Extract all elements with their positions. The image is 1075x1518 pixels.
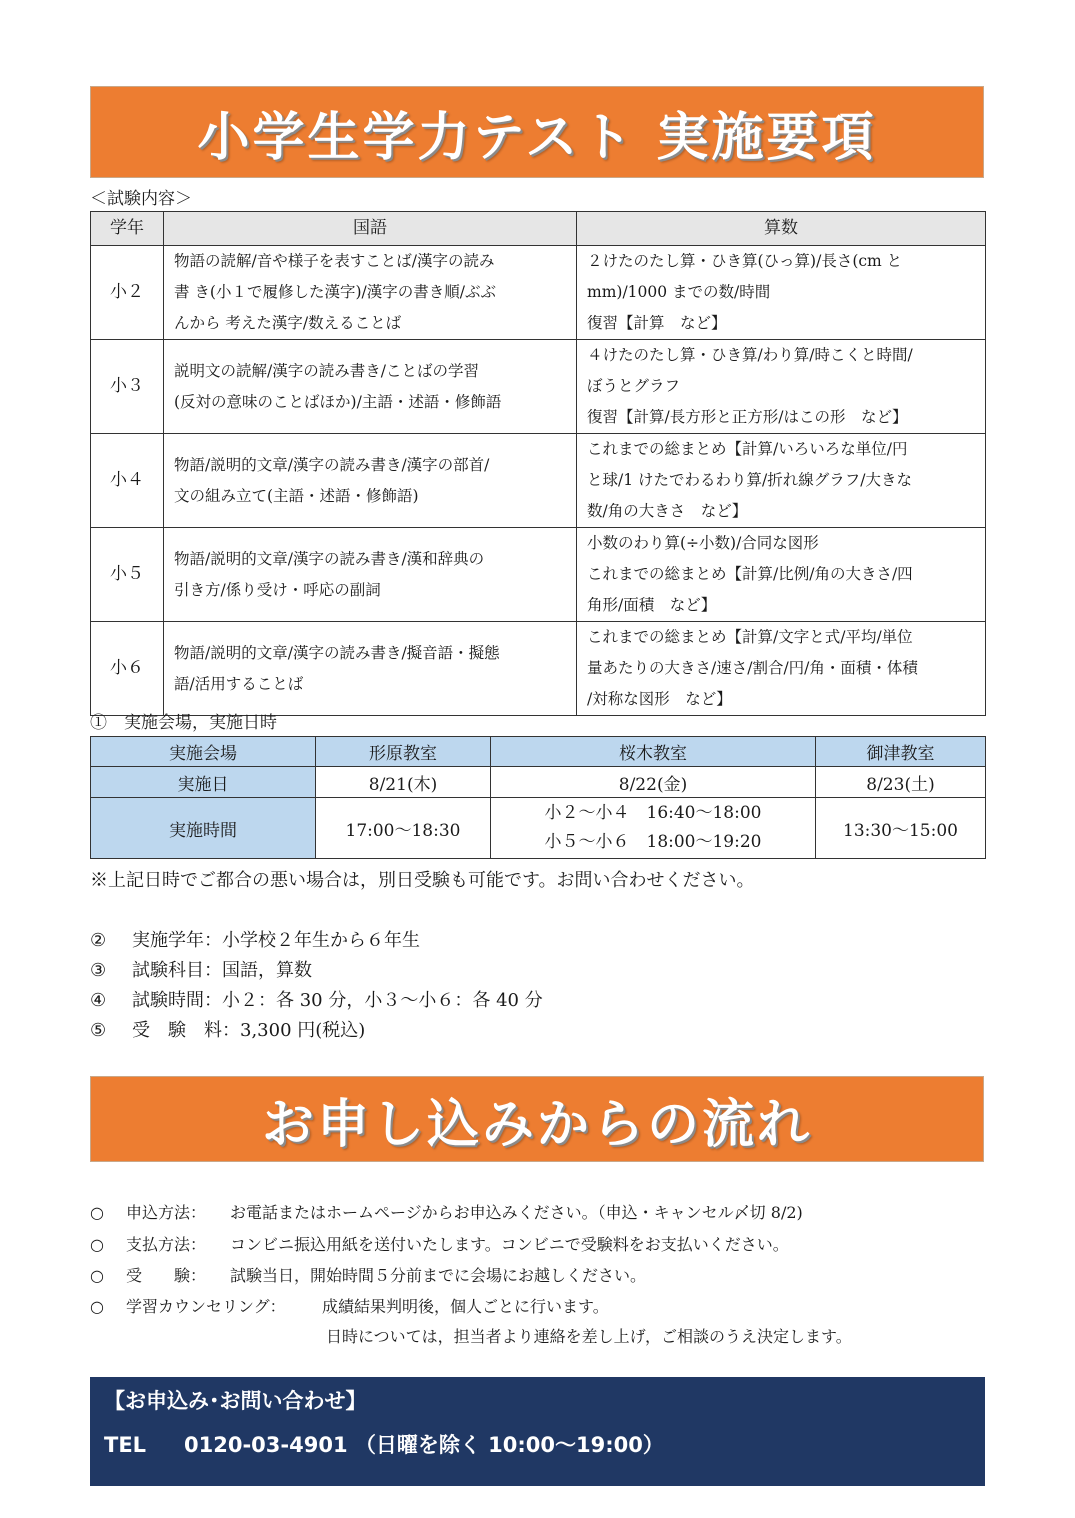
contact-tel-line	[104, 1429, 664, 1459]
japanese-cell	[164, 528, 577, 622]
table-row	[91, 622, 986, 716]
time-sakuragi-upper: 小５～小６ 18:00～19:20	[544, 832, 762, 852]
date-row	[91, 767, 986, 798]
flow-title: お申し込みからの流れ	[261, 1094, 812, 1155]
time-katahara: 17:00～18:30	[316, 798, 491, 859]
item-text: 受 験 料：3,300 円(税込)	[132, 1020, 366, 1041]
cell-line: mm)/1000 までの数/時間	[587, 283, 771, 301]
tel-label: TEL	[104, 1433, 147, 1457]
info-item	[90, 1016, 365, 1042]
flow-label: 学習カウンセリング：	[126, 1297, 286, 1316]
cell-line: 物語の読解/音や様子を表すことば/漢字の読み	[174, 252, 495, 270]
japanese-cell	[164, 622, 577, 716]
info-item	[90, 956, 312, 982]
item-text: 試験時間：小２：各 30 分，小３～小６：各 40 分	[132, 990, 543, 1011]
flow-label: 申込方法：	[126, 1203, 207, 1222]
table-row	[91, 340, 986, 434]
japanese-cell	[164, 246, 577, 340]
table-header-row	[91, 212, 986, 246]
flow-item	[90, 1294, 609, 1317]
venue-row	[91, 737, 986, 767]
flow-text: コンビニ振込用紙を送付いたします。コンビニで受験料をお支払いください。	[230, 1235, 789, 1254]
cell-line: これまでの総まとめ【計算/比例/角の大きさ/四	[587, 565, 913, 583]
grade-cell: 小４	[91, 434, 164, 528]
time-sakuragi-lower: 小２～小４ 16:40～18:00	[544, 803, 762, 823]
math-cell	[577, 528, 986, 622]
contact-heading: 【お申込み･お問い合わせ】	[104, 1389, 367, 1413]
cell-line: これまでの総まとめ【計算/文字と式/平均/単位	[587, 628, 913, 646]
cell-line: これまでの総まとめ【計算/いろいろな単位/円	[587, 440, 908, 458]
time-sakuragi	[491, 798, 816, 859]
schedule-table	[90, 736, 986, 859]
time-row	[91, 798, 986, 859]
page-title: 小学生学力テスト 実施要項	[197, 107, 877, 168]
date-mito: 8/23(土)	[816, 767, 986, 798]
cell-line: 復習【計算/長方形と正方形/はこの形 など】	[587, 408, 908, 426]
cell-line: んから 考えた漢字/数えることば	[174, 314, 402, 332]
table-row	[91, 434, 986, 528]
grade-cell: 小３	[91, 340, 164, 434]
flow-item	[90, 1200, 803, 1223]
venue-mito: 御津教室	[816, 737, 986, 767]
cell-line: 小数のわり算(÷小数)/合同な図形	[587, 534, 819, 552]
cell-line: 物語/説明的文章/漢字の読み書き/漢和辞典の	[174, 549, 485, 568]
info-item	[90, 926, 420, 952]
circle-bullet-icon: ○	[90, 1297, 104, 1316]
cell-line: 角形/面積 など】	[587, 596, 717, 614]
circle-bullet-icon: ○	[90, 1266, 104, 1285]
cell-line: /対称な図形 など】	[587, 690, 732, 708]
math-cell	[577, 340, 986, 434]
cell-line: と球/1 けたでわるわり算/折れ線グラフ/大きな	[587, 471, 912, 489]
cell-line: (反対の意味のことばほか)/主語・述語・修飾語	[174, 392, 502, 411]
table-row	[91, 246, 986, 340]
item-number: ②	[90, 930, 107, 951]
flow-label: 支払方法：	[126, 1235, 207, 1254]
cell-line: ４けたのたし算・ひき算/わり算/時こくと時間/	[587, 346, 913, 364]
cell-line: 復習【計算 など】	[587, 314, 727, 332]
circle-bullet-icon: ○	[90, 1203, 104, 1222]
flow-text: 試験当日，開始時間５分前までに会場にお越しください。	[230, 1266, 647, 1285]
japanese-cell	[164, 434, 577, 528]
venue-caption: ① 実施会場，実施日時	[90, 713, 277, 733]
flow-item	[90, 1232, 789, 1255]
cell-line: 数/角の大きさ など】	[587, 502, 748, 520]
header-grade: 学年	[91, 212, 164, 246]
grade-cell: 小２	[91, 246, 164, 340]
cell-line: 書 き(小１で履修した漢字)/漢字の書き順/ぶぶ	[174, 283, 496, 301]
cell-line: 説明文の読解/漢字の読み書き/ことばの学習	[174, 361, 479, 380]
flow-label: 受 験：	[126, 1266, 207, 1285]
flow-text: 成績結果判明後，個人ごとに行います。	[322, 1297, 609, 1316]
header-math: 算数	[577, 212, 986, 246]
item-text: 試験科目：国語，算数	[132, 960, 312, 981]
time-mito: 13:30～15:00	[816, 798, 986, 859]
circle-bullet-icon: ○	[90, 1235, 104, 1254]
flow-banner	[90, 1076, 984, 1162]
math-cell	[577, 434, 986, 528]
exam-caption: ＜試験内容＞	[90, 189, 192, 209]
contact-box	[90, 1377, 985, 1486]
cell-line: 物語/説明的文章/漢字の読み書き/擬音語・擬態	[174, 643, 500, 662]
math-cell	[577, 622, 986, 716]
venue-sakuragi: 桜木教室	[491, 737, 816, 767]
flow-text: お電話またはホームページからお申込みください。（申込・キャンセル〆切 8/2)	[230, 1203, 803, 1222]
cell-line: 量あたりの大きさ/速さ/割合/円/角・面積・体積	[587, 659, 918, 677]
cell-line: 物語/説明的文章/漢字の読み書き/漢字の部首/	[174, 455, 490, 474]
item-text: 実施学年：小学校２年生から６年生	[132, 930, 420, 951]
grade-cell: 小６	[91, 622, 164, 716]
table-row	[91, 528, 986, 622]
venue-katahara: 形原教室	[316, 737, 491, 767]
title-banner	[90, 86, 984, 178]
schedule-note: ※上記日時でご都合の悪い場合は，別日受験も可能です。お問い合わせください。	[90, 870, 755, 891]
flow-item	[90, 1263, 646, 1286]
exam-content-table	[90, 211, 986, 716]
date-katahara: 8/21(木)	[316, 767, 491, 798]
date-sakuragi: 8/22(金)	[491, 767, 816, 798]
tel-number: 0120-03-4901 （日曜を除く 10:00～19:00）	[184, 1433, 664, 1457]
venue-label: 実施会場	[91, 737, 316, 767]
time-label: 実施時間	[91, 798, 316, 859]
grade-cell: 小５	[91, 528, 164, 622]
header-japanese: 国語	[164, 212, 577, 246]
cell-line: 文の組み立て(主語・述語・修飾語)	[174, 486, 419, 505]
date-label: 実施日	[91, 767, 316, 798]
cell-line: 引き方/係り受け・呼応の副詞	[174, 580, 381, 599]
item-number: ③	[90, 960, 107, 981]
math-cell	[577, 246, 986, 340]
item-number: ⑤	[90, 1020, 107, 1041]
cell-line: ぼうとグラフ	[587, 377, 681, 395]
info-item	[90, 986, 543, 1012]
item-number: ④	[90, 990, 107, 1011]
japanese-cell	[164, 340, 577, 434]
cell-line: 語/活用することば	[174, 674, 304, 693]
flow-extra: 日時については，担当者より連絡を差し上げ，ご相談のうえ決定します。	[326, 1327, 852, 1346]
cell-line: ２けたのたし算・ひき算(ひっ算)/長さ(cm と	[587, 252, 903, 270]
